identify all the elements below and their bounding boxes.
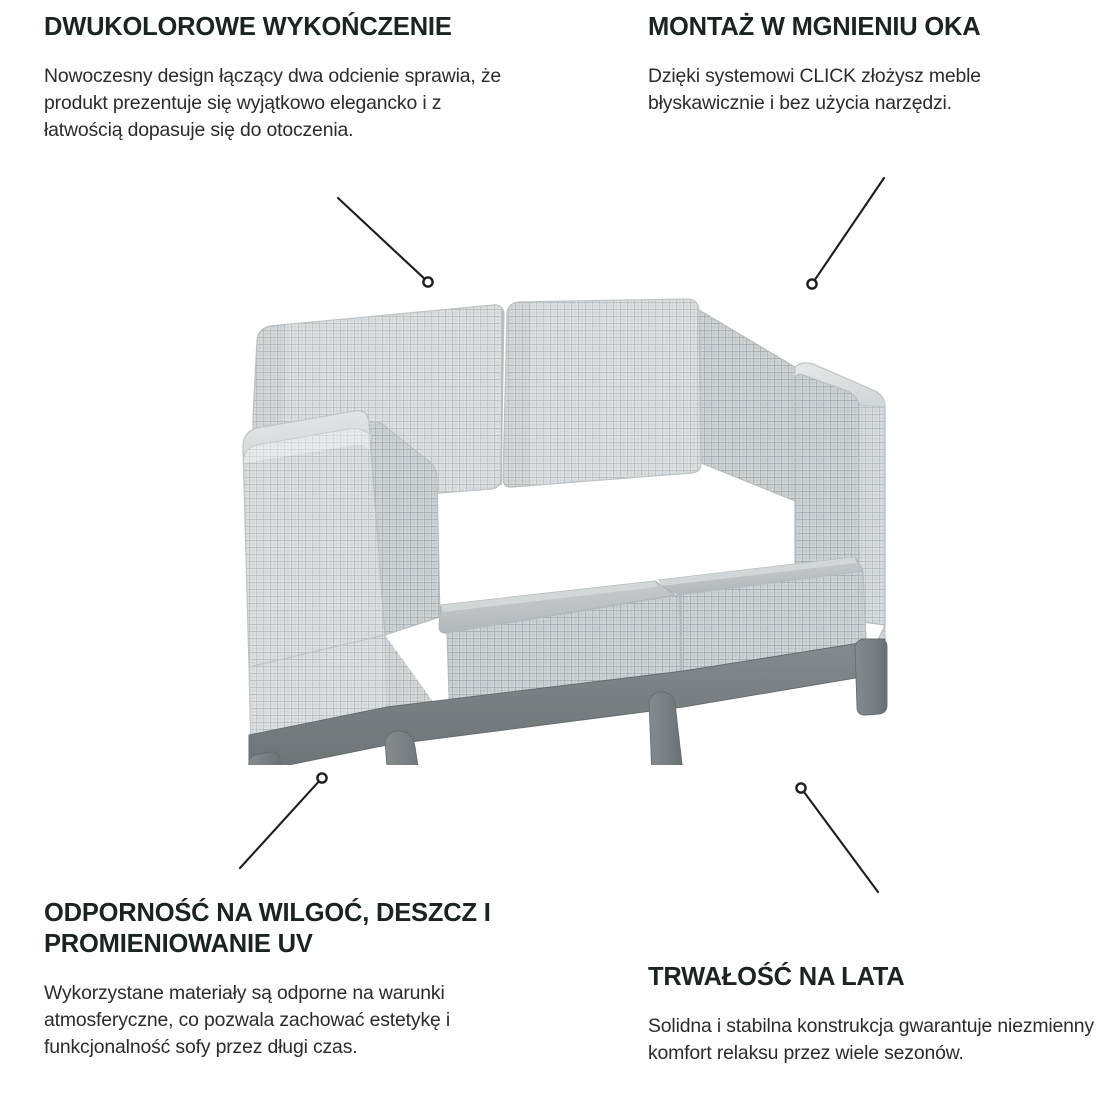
- feature-title: TRWAŁOŚĆ NA LATA: [648, 963, 905, 991]
- product-image-sofa: [235, 295, 905, 765]
- leader-top-left-ring-marker: [423, 277, 432, 286]
- backrest-right-wing: [699, 310, 795, 501]
- leader-bottom-left: [240, 782, 318, 868]
- leader-bottom-right-ring-marker: [796, 783, 805, 792]
- feature-description: Nowoczesny design łączący dwa odcienie sprawia, że produkt prezentuje się wyjątkowo elegancko i z łatwością dopasuje się do otoczenia.: [44, 64, 502, 142]
- leader-top-right-ring-marker: [807, 279, 816, 288]
- feature-description: Solidna i stabilna konstrukcja gwarantuje niezmienny komfort relaksu przez wiele sezonów.: [648, 1014, 1094, 1064]
- leader-bottom-right: [804, 792, 878, 892]
- leader-top-right: [815, 178, 884, 280]
- leader-bottom-left-ring-marker: [317, 773, 326, 782]
- feature-description: Dzięki systemowi CLICK złożysz meble błyskawicznie i bez użycia narzędzi.: [648, 64, 981, 114]
- armrest-left: [243, 411, 440, 667]
- feature-block-dwukolorowe-wykonczenie: [44, 12, 544, 144]
- feature-block-montaz-w-mgnieniu-oka: [648, 12, 1100, 117]
- feature-block-odpornosc-na-wilgoc: [44, 898, 549, 1061]
- feature-title: ODPORNOŚĆ NA WILGOĆ, DESZCZ I PROMIENIOWANIE UV: [44, 899, 491, 958]
- feature-block-trwalosc-na-lata: [648, 962, 1096, 1067]
- backrest-right-panel: [503, 299, 701, 487]
- feature-description: Wykorzystane materiały są odporne na warunki atmosferyczne, co pozwala zachować estetykę i funkcjonalność sofy przez długi czas.: [44, 981, 451, 1058]
- leader-top-left: [338, 198, 424, 278]
- feature-title: MONTAŻ W MGNIENIU OKA: [648, 13, 981, 41]
- feature-title: DWUKOLOROWE WYKOŃCZENIE: [44, 13, 452, 41]
- leg-back-right: [855, 639, 887, 715]
